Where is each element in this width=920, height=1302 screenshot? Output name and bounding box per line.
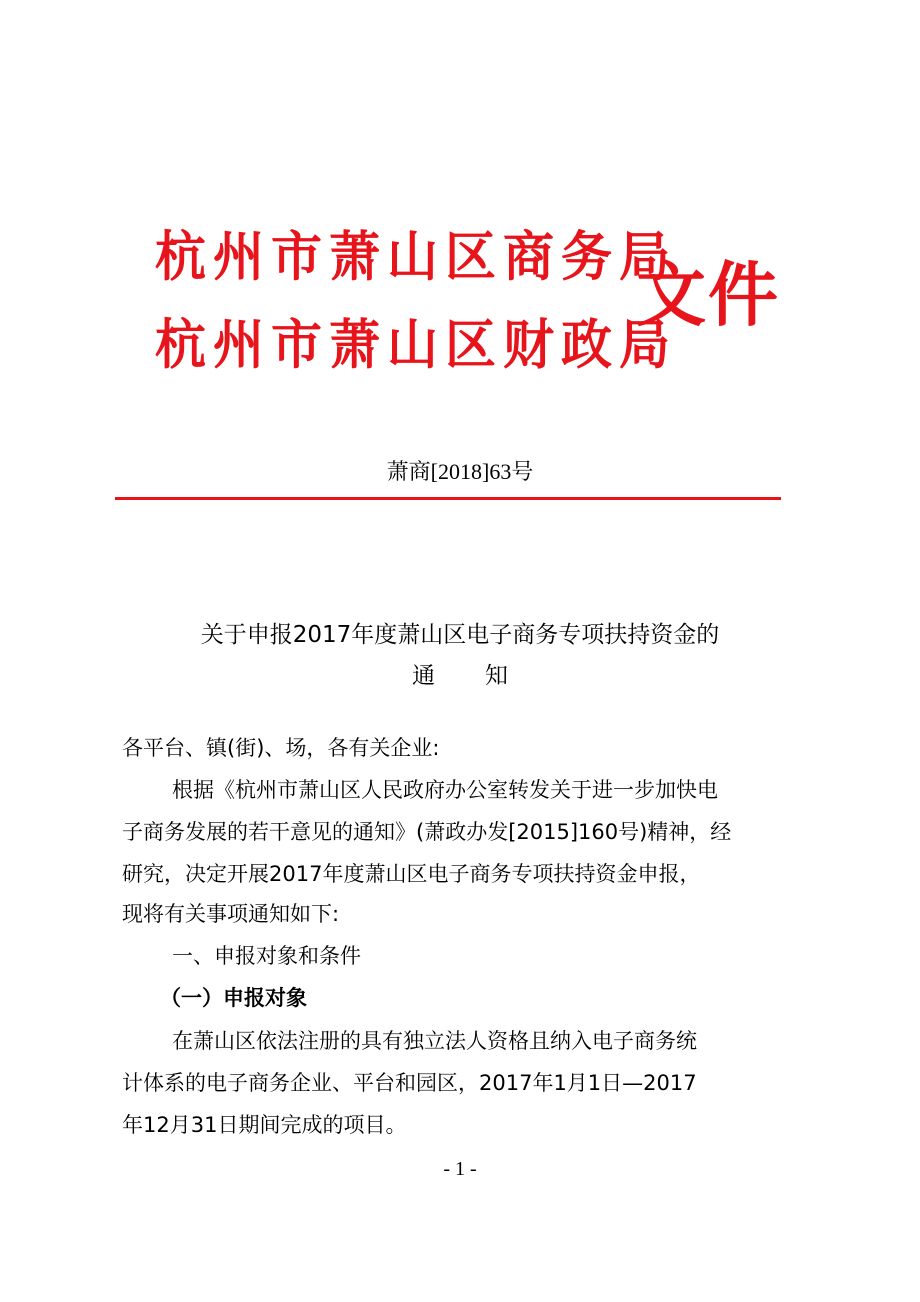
document-type-label: 文件 — [636, 254, 780, 336]
section-heading: 一、申报对象和条件 — [172, 944, 361, 968]
page-number: - 1 - — [443, 1158, 477, 1180]
paragraph-line: 现将有关事项通知如下: — [122, 902, 340, 926]
red-divider — [115, 497, 781, 500]
document-number: 萧商[2018]63号 — [386, 459, 534, 484]
paragraph-line: 在萧山区依法注册的具有独立法人资格且纳入电子商务统 — [172, 1029, 697, 1053]
issuing-org-finance: 杭州市萧山区财政局 — [155, 314, 678, 377]
paragraph-line: 根据《杭州市萧山区人民政府办公室转发关于进一步加快电 — [172, 778, 718, 802]
salutation: 各平台、镇(街)、场，各有关企业: — [122, 736, 440, 760]
paragraph-line: 研究，决定开展2017年度萧山区电子商务专项扶持资金申报， — [122, 862, 701, 886]
paragraph-line: 计体系的电子商务企业、平台和园区，2017年1月1日—2017 — [122, 1071, 697, 1095]
document-title: 关于申报2017年度萧山区电子商务专项扶持资金的 — [200, 622, 720, 648]
document-title-notice: 通知 — [412, 663, 558, 689]
subsection-heading: （一）申报对象 — [160, 986, 307, 1010]
paragraph-line: 子商务发展的若干意见的通知》(萧政办发[2015]160号)精神，经 — [122, 820, 732, 844]
issuing-org-commerce: 杭州市萧山区商务局 — [155, 226, 678, 289]
paragraph-line: 年12月31日期间完成的项目。 — [122, 1113, 407, 1137]
